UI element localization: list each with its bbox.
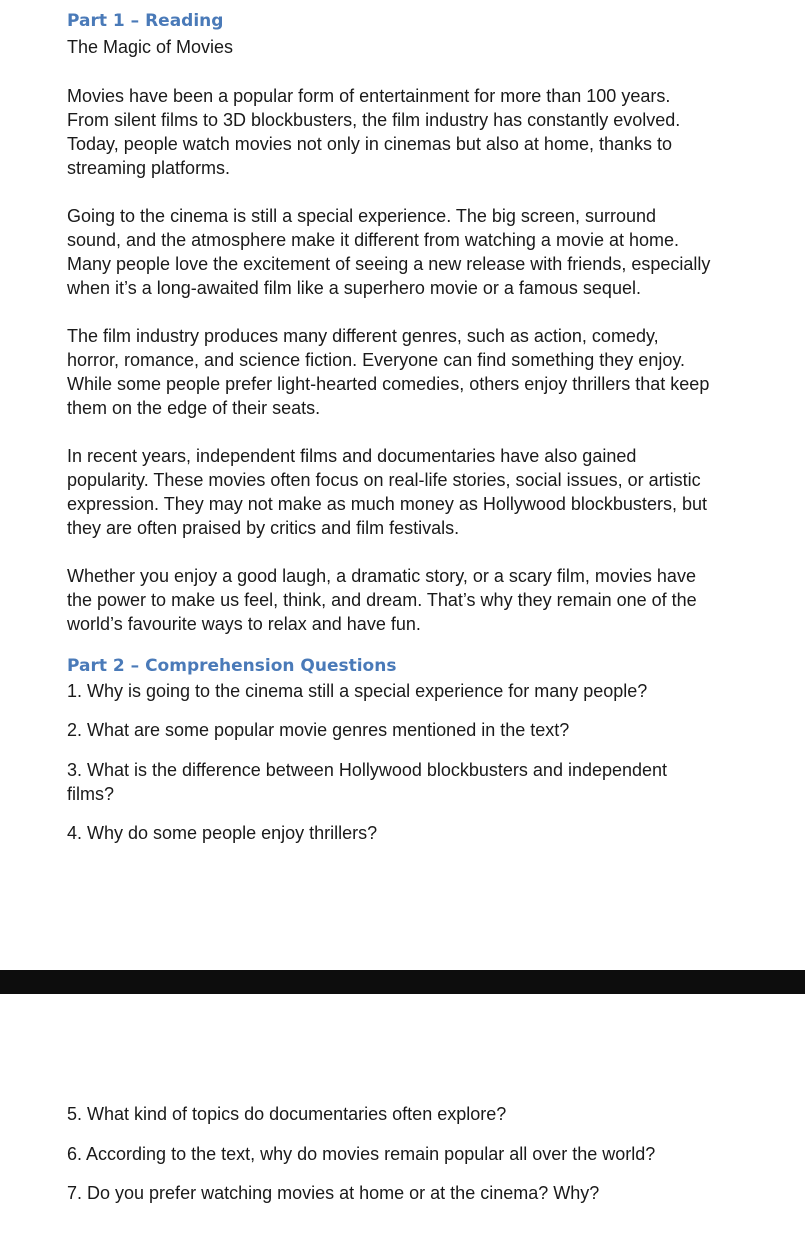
question-4: 4. Why do some people enjoy thrillers? [67,823,378,843]
question-6: 6. According to the text, why do movies remain popular all over the world? [67,1144,656,1164]
question-2: 2. What are some popular movie genres mentioned in the text? [67,720,570,740]
paragraph-2: Going to the cinema is still a special experience. The big screen, surround sound, and the atmosphere make it different from watching a movie at home. Many people love the excitement of seeing a new release with friends, especially when it’s a long-awaited film like a superhero movie or a famous sequel. [67,206,711,298]
paragraph-1: Movies have been a popular form of entertainment for more than 100 years. From silent films to 3D blockbusters, the film industry has constantly evolved. Today, people watch movies not only in cinemas but also at home, thanks to streaming platforms. [67,86,681,178]
question-7: 7. Do you prefer watching movies at home or at the cinema? Why? [67,1183,600,1203]
reading-title: The Magic of Movies [67,37,234,57]
paragraph-3: The film industry produces many different genres, such as action, comedy, horror, romance, and science fiction. Everyone can find something they enjoy. While some people prefer light-hearted comedies, others enjoy thrillers that keep them on the edge of their seats. [67,326,710,418]
paragraph-5: Whether you enjoy a good laugh, a dramatic story, or a scary film, movies have the power to make us feel, think, and dream. That’s why they remain one of the world’s favourite ways to relax and have fun. [67,566,697,634]
question-5: 5. What kind of topics do documentaries often explore? [67,1104,507,1124]
part2-heading: Part 2 – Comprehension Questions [67,656,397,676]
question-3: 3. What is the difference between Hollywood blockbusters and independent films? [67,760,668,804]
part1-heading: Part 1 – Reading [67,11,224,31]
paragraph-4: In recent years, independent films and documentaries have also gained popularity. These movies often focus on real-life stories, social issues, or artistic expression. They may not make as much money as Hollywood blockbusters, but they are often praised by critics and film festivals. [67,446,707,538]
page-break-bar [0,970,805,994]
question-1: 1. Why is going to the cinema still a special experience for many people? [67,681,648,701]
